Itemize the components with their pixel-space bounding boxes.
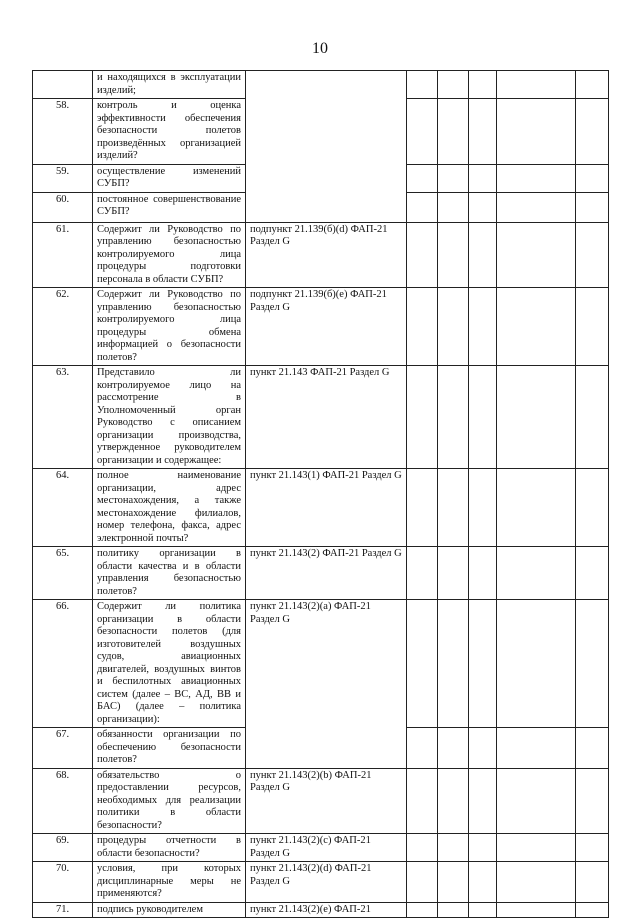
- answer-cell[interactable]: [576, 768, 609, 834]
- answer-cell[interactable]: [469, 834, 497, 862]
- answer-cell[interactable]: [407, 862, 438, 903]
- answer-cell[interactable]: [407, 902, 438, 918]
- table-row: [33, 902, 609, 918]
- item-number: 62.: [33, 288, 93, 366]
- legal-reference: пункт 21.143(2)(d) ФАП-21 Раздел G: [246, 862, 407, 903]
- answer-cell[interactable]: [497, 366, 576, 469]
- answer-cell[interactable]: [576, 728, 609, 769]
- answer-cell[interactable]: [469, 728, 497, 769]
- answer-cell[interactable]: [576, 164, 609, 192]
- legal-reference: пункт 21.143(2)(e) ФАП-21: [246, 902, 407, 918]
- answer-cell[interactable]: [438, 834, 469, 862]
- item-number: 65.: [33, 547, 93, 600]
- answer-cell[interactable]: [438, 469, 469, 547]
- answer-cell[interactable]: [438, 728, 469, 769]
- question-text: обязанности организации по обеспечению безопасности полетов?: [93, 728, 246, 769]
- table-row: [33, 600, 609, 728]
- answer-cell[interactable]: [438, 902, 469, 918]
- answer-cell[interactable]: [497, 768, 576, 834]
- question-text: Содержит ли политика организации в области безопасности полетов (для изготовителей воздушных судов, авиационных двигателей, воздушных винтов и беспилотных авиационных систем (далее – ВС, АД, ВВ и БАС) (далее – политика организации):: [93, 600, 246, 728]
- item-number: 58.: [33, 99, 93, 165]
- answer-cell[interactable]: [497, 547, 576, 600]
- legal-reference: пункт 21.143(1) ФАП-21 Раздел G: [246, 469, 407, 547]
- answer-cell[interactable]: [469, 366, 497, 469]
- answer-cell[interactable]: [576, 192, 609, 222]
- answer-cell[interactable]: [407, 71, 438, 99]
- item-number: 70.: [33, 862, 93, 903]
- item-number: 61.: [33, 222, 93, 288]
- answer-cell[interactable]: [469, 547, 497, 600]
- legal-reference: [246, 71, 407, 223]
- answer-cell[interactable]: [407, 834, 438, 862]
- answer-cell[interactable]: [469, 288, 497, 366]
- table-row: [33, 768, 609, 834]
- answer-cell[interactable]: [497, 192, 576, 222]
- answer-cell[interactable]: [407, 164, 438, 192]
- answer-cell[interactable]: [497, 862, 576, 903]
- checklist-table: [32, 70, 609, 918]
- answer-cell[interactable]: [438, 99, 469, 165]
- question-text: контроль и оценка эффективности обеспечения безопасности полетов произведённых организацией изделий?: [93, 99, 246, 165]
- table-row: [33, 469, 609, 547]
- table-row: [33, 222, 609, 288]
- answer-cell[interactable]: [438, 192, 469, 222]
- legal-reference: пункт 21.143(2)(a) ФАП-21 Раздел G: [246, 600, 407, 769]
- page-number: 10: [312, 40, 328, 57]
- answer-cell[interactable]: [497, 728, 576, 769]
- answer-cell[interactable]: [497, 71, 576, 99]
- legal-reference: пункт 21.143(2) ФАП-21 Раздел G: [246, 547, 407, 600]
- answer-cell[interactable]: [469, 164, 497, 192]
- answer-cell[interactable]: [497, 469, 576, 547]
- answer-cell[interactable]: [497, 99, 576, 165]
- item-number: 59.: [33, 164, 93, 192]
- answer-cell[interactable]: [469, 862, 497, 903]
- answer-cell[interactable]: [407, 547, 438, 600]
- answer-cell[interactable]: [407, 768, 438, 834]
- answer-cell[interactable]: [438, 222, 469, 288]
- item-number: 67.: [33, 728, 93, 769]
- answer-cell[interactable]: [469, 222, 497, 288]
- answer-cell[interactable]: [469, 469, 497, 547]
- answer-cell[interactable]: [407, 600, 438, 728]
- answer-cell[interactable]: [438, 71, 469, 99]
- legal-reference: пункт 21.143(2)(c) ФАП-21 Раздел G: [246, 834, 407, 862]
- table-row: [33, 547, 609, 600]
- answer-cell[interactable]: [576, 469, 609, 547]
- item-number: 69.: [33, 834, 93, 862]
- answer-cell[interactable]: [469, 902, 497, 918]
- answer-cell[interactable]: [407, 222, 438, 288]
- answer-cell[interactable]: [497, 902, 576, 918]
- question-text: Представило ли контролируемое лицо на рассмотрение в Уполномоченный орган Руководство с описанием организации производства, утвержденное руководителем организации и содержащее:: [93, 366, 246, 469]
- legal-reference: подпункт 21.139(б)(e) ФАП-21 Раздел G: [246, 288, 407, 366]
- answer-cell[interactable]: [407, 192, 438, 222]
- answer-cell[interactable]: [576, 222, 609, 288]
- answer-cell[interactable]: [469, 768, 497, 834]
- item-number: 60.: [33, 192, 93, 222]
- answer-cell[interactable]: [576, 288, 609, 366]
- item-number: 64.: [33, 469, 93, 547]
- question-text: обязательство о предоставлении ресурсов, необходимых для реализации политики в области безопасности?: [93, 768, 246, 834]
- answer-cell[interactable]: [469, 192, 497, 222]
- item-number: 71.: [33, 902, 93, 918]
- legal-reference: пункт 21.143(2)(b) ФАП-21 Раздел G: [246, 768, 407, 834]
- answer-cell[interactable]: [438, 164, 469, 192]
- answer-cell[interactable]: [497, 834, 576, 862]
- question-text: условия, при которых дисциплинарные меры не применяются?: [93, 862, 246, 903]
- answer-cell[interactable]: [497, 600, 576, 728]
- answer-cell[interactable]: [438, 366, 469, 469]
- answer-cell[interactable]: [469, 600, 497, 728]
- legal-reference: подпункт 21.139(б)(d) ФАП-21 Раздел G: [246, 222, 407, 288]
- table-row: [33, 71, 609, 99]
- item-number: [33, 71, 93, 99]
- answer-cell[interactable]: [438, 768, 469, 834]
- item-number: 68.: [33, 768, 93, 834]
- answer-cell[interactable]: [576, 902, 609, 918]
- answer-cell[interactable]: [497, 288, 576, 366]
- question-text: политику организации в области качества и в области управления безопасностью полетов?: [93, 547, 246, 600]
- answer-cell[interactable]: [438, 288, 469, 366]
- answer-cell[interactable]: [576, 99, 609, 165]
- answer-cell[interactable]: [576, 600, 609, 728]
- table-row: [33, 834, 609, 862]
- question-text: подпись руководителем: [93, 902, 246, 918]
- answer-cell[interactable]: [576, 862, 609, 903]
- question-text: полное наименование организации, адрес местонахождения, а также местонахождение филиалов, номер телефона, факса, адрес электронной почты?: [93, 469, 246, 547]
- table-row: [33, 862, 609, 903]
- answer-cell[interactable]: [438, 547, 469, 600]
- question-text: процедуры отчетности в области безопасности?: [93, 834, 246, 862]
- table-row: [33, 366, 609, 469]
- item-number: 66.: [33, 600, 93, 728]
- answer-cell[interactable]: [469, 71, 497, 99]
- answer-cell[interactable]: [497, 222, 576, 288]
- question-text: Содержит ли Руководство по управлению безопасностью контролируемого лица процедуры обмена информацией о безопасности полетов?: [93, 288, 246, 366]
- legal-reference: пункт 21.143 ФАП-21 Раздел G: [246, 366, 407, 469]
- answer-cell[interactable]: [407, 728, 438, 769]
- question-text: постоянное совершенствование СУБП?: [93, 192, 246, 222]
- answer-cell[interactable]: [407, 99, 438, 165]
- answer-cell[interactable]: [497, 164, 576, 192]
- answer-cell[interactable]: [407, 288, 438, 366]
- answer-cell[interactable]: [407, 366, 438, 469]
- table-row: [33, 288, 609, 366]
- question-text: и находящихся в эксплуатации изделий;: [93, 71, 246, 99]
- answer-cell[interactable]: [576, 71, 609, 99]
- item-number: 63.: [33, 366, 93, 469]
- answer-cell[interactable]: [438, 600, 469, 728]
- answer-cell[interactable]: [576, 547, 609, 600]
- answer-cell[interactable]: [407, 469, 438, 547]
- answer-cell[interactable]: [576, 834, 609, 862]
- answer-cell[interactable]: [469, 99, 497, 165]
- question-text: Содержит ли Руководство по управлению безопасностью контролируемого лица процедуры подготовки персонала в области СУБП?: [93, 222, 246, 288]
- answer-cell[interactable]: [438, 862, 469, 903]
- answer-cell[interactable]: [576, 366, 609, 469]
- question-text: осуществление изменений СУБП?: [93, 164, 246, 192]
